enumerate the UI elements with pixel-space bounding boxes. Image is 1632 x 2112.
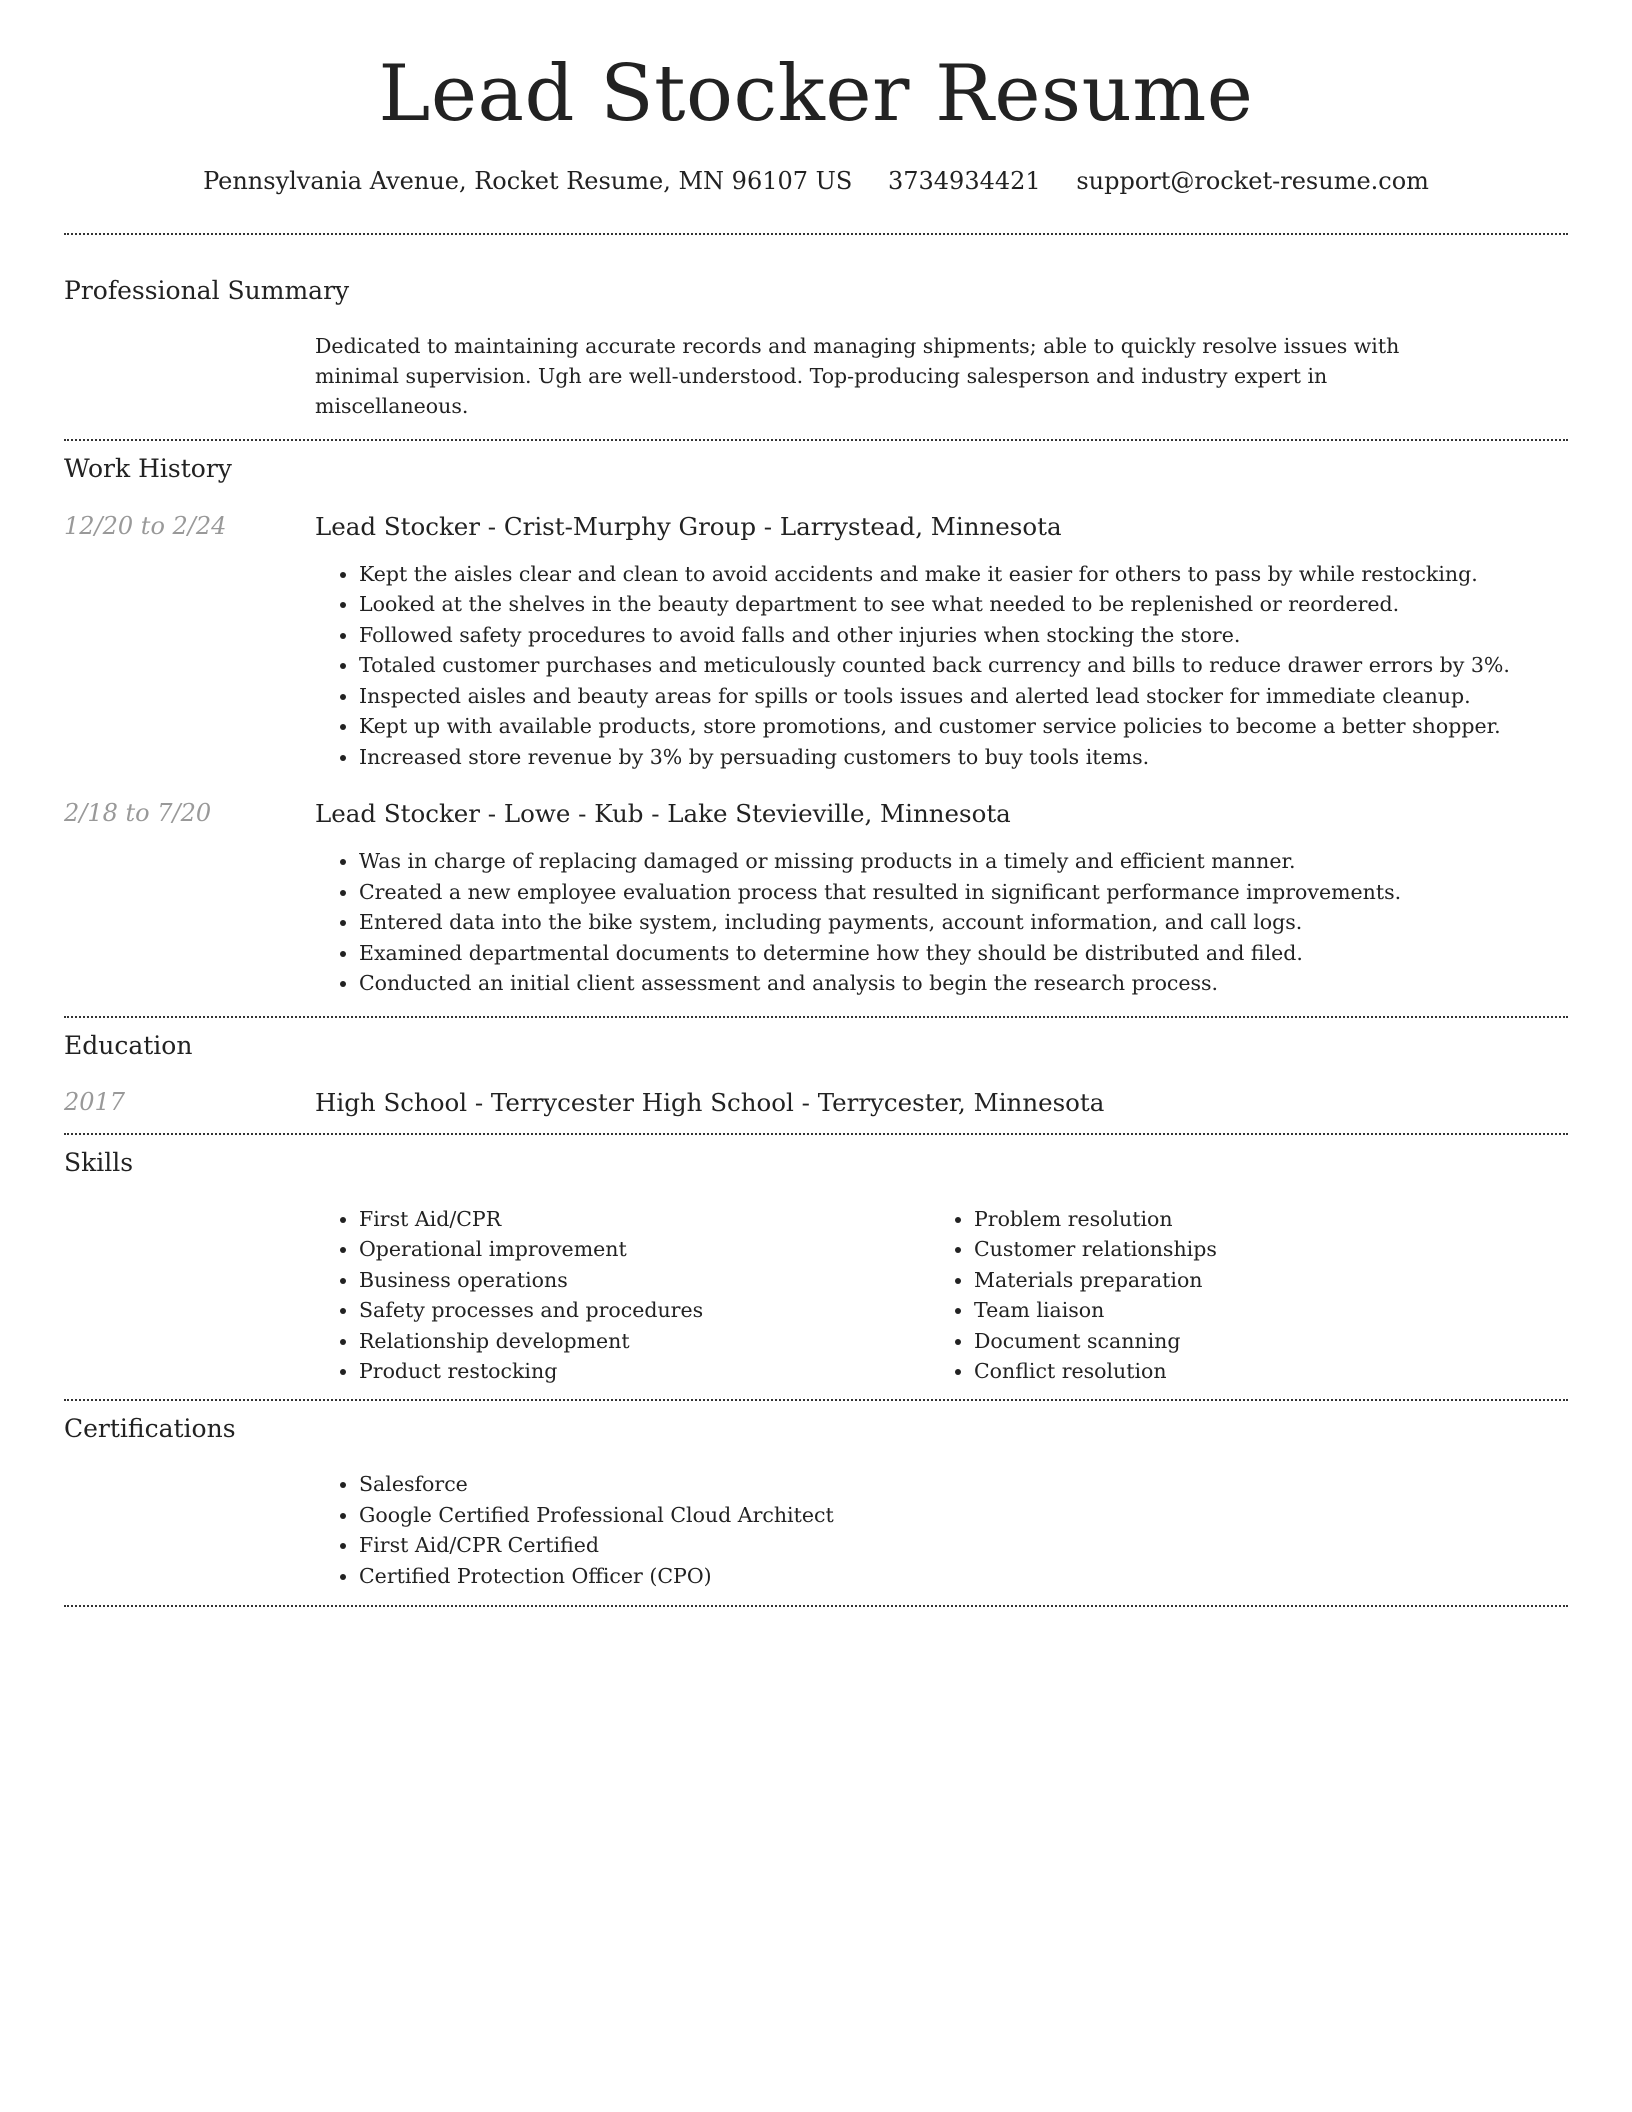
skill-item: • Product restocking bbox=[359, 1356, 930, 1387]
summary-heading: Professional Summary bbox=[64, 275, 350, 305]
job-bullets bbox=[315, 559, 1568, 773]
skill-item: • Materials preparation bbox=[974, 1265, 1545, 1296]
certification-item: • First Aid/CPR Certified bbox=[359, 1530, 1568, 1561]
skill-item: • Document scanning bbox=[974, 1326, 1545, 1357]
skill-item: • Conflict resolution bbox=[974, 1356, 1545, 1387]
job-entry bbox=[64, 798, 1568, 998]
job-title: Lead Stocker - Lowe - Kub - Lake Stevieville, Minnesota bbox=[315, 799, 1011, 829]
job-bullet: • Inspected aisles and beauty areas for spills or tools issues and alerted lead stocker for immediate cleanup. bbox=[359, 681, 1568, 712]
job-bullet: • Increased store revenue by 3% by persuading customers to buy tools items. bbox=[359, 742, 1568, 773]
skills-heading: Skills bbox=[64, 1148, 134, 1178]
contact-address: Pennsylvania Avenue, Rocket Resume, MN 96107 US bbox=[203, 166, 853, 195]
skills-list bbox=[315, 1204, 1568, 1387]
skill-item: • Business operations bbox=[359, 1265, 930, 1296]
contact-email: support@rocket-resume.com bbox=[1076, 166, 1429, 195]
section-divider bbox=[64, 1016, 1568, 1018]
job-bullet: • Created a new employee evaluation process that resulted in significant performance improvements. bbox=[359, 877, 1568, 908]
job-body bbox=[315, 798, 1568, 998]
skill-item: • First Aid/CPR bbox=[359, 1204, 930, 1235]
job-entry bbox=[64, 511, 1568, 772]
section-divider bbox=[64, 1399, 1568, 1401]
skill-item: • Problem resolution bbox=[974, 1204, 1545, 1235]
section-divider bbox=[64, 233, 1568, 235]
certifications-heading: Certifications bbox=[64, 1413, 236, 1443]
work-history-heading: Work History bbox=[64, 454, 232, 484]
job-bullet: • Totaled customer purchases and meticulously counted back currency and bills to reduce drawer errors by 3%. bbox=[359, 650, 1568, 681]
section-divider bbox=[64, 1133, 1568, 1135]
job-bullet: • Entered data into the bike system, including payments, account information, and call logs. bbox=[359, 907, 1568, 938]
contact-line bbox=[64, 166, 1568, 197]
job-bullet: • Examined departmental documents to determine how they should be distributed and filed. bbox=[359, 938, 1568, 969]
job-body bbox=[315, 511, 1568, 772]
job-bullet: • Conducted an initial client assessment and analysis to begin the research process. bbox=[359, 968, 1568, 999]
skills-column-left bbox=[315, 1204, 930, 1387]
contact-phone: 3734934421 bbox=[887, 166, 1041, 195]
certifications-list bbox=[315, 1469, 1568, 1591]
job-bullet: • Was in charge of replacing damaged or missing products in a timely and efficient manner. bbox=[359, 846, 1568, 877]
resume-title: Lead Stocker Resume bbox=[378, 49, 1254, 139]
skills-column-right bbox=[930, 1204, 1545, 1387]
skill-item: • Relationship development bbox=[359, 1326, 930, 1357]
education-title: High School - Terrycester High School - Terrycester, Minnesota bbox=[315, 1088, 1105, 1118]
education-entry bbox=[64, 1087, 1568, 1119]
summary-text: Dedicated to maintaining accurate records and managing shipments; able to quickly resolve issues with minimal supervision. Ugh are well-understood. Top-producing salesperson and industry expert in miscellaneous. bbox=[315, 334, 1400, 419]
skill-item: • Operational improvement bbox=[359, 1234, 930, 1265]
certification-item: • Certified Protection Officer (CPO) bbox=[359, 1561, 1568, 1592]
job-bullet: • Looked at the shelves in the beauty department to see what needed to be replenished or reordered. bbox=[359, 589, 1568, 620]
job-bullets bbox=[315, 846, 1568, 999]
job-title: Lead Stocker - Crist-Murphy Group - Larrystead, Minnesota bbox=[315, 511, 1062, 541]
education-date: 2017 bbox=[64, 1088, 126, 1117]
job-bullet: • Kept up with available products, store promotions, and customer service policies to become a better shopper. bbox=[359, 711, 1568, 742]
skill-item: • Team liaison bbox=[974, 1295, 1545, 1326]
job-dates: 12/20 to 2/24 bbox=[64, 511, 227, 540]
skill-item: • Safety processes and procedures bbox=[359, 1295, 930, 1326]
section-divider bbox=[64, 1605, 1568, 1607]
skill-item: • Customer relationships bbox=[974, 1234, 1545, 1265]
education-heading: Education bbox=[64, 1030, 193, 1060]
certification-item: • Salesforce bbox=[359, 1469, 1568, 1500]
job-bullet: • Kept the aisles clear and clean to avoid accidents and make it easier for others to pass by while restocking. bbox=[359, 559, 1568, 590]
certification-item: • Google Certified Professional Cloud Architect bbox=[359, 1500, 1568, 1531]
job-bullet: • Followed safety procedures to avoid falls and other injuries when stocking the store. bbox=[359, 620, 1568, 651]
section-divider bbox=[64, 439, 1568, 441]
job-dates: 2/18 to 7/20 bbox=[64, 799, 212, 828]
